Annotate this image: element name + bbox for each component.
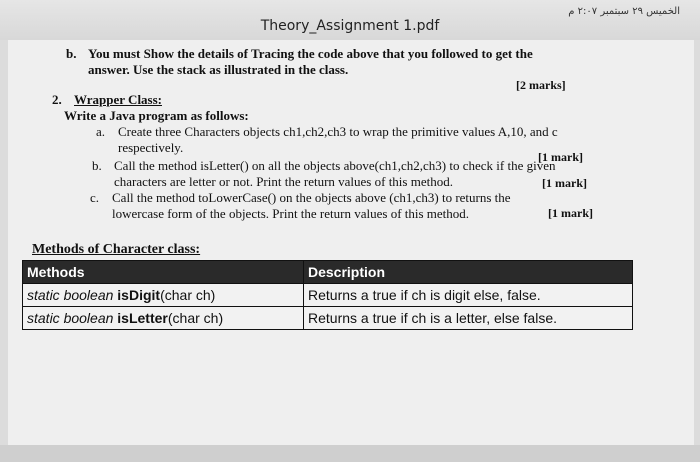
q2-intro: Write a Java program as follows: — [64, 108, 249, 123]
method-params: (char ch) — [167, 310, 224, 326]
item-b2-line2: characters are letter or not. Print the return values of this method. — [114, 174, 453, 189]
item-b-line2: answer. Use the stack as illustrated in the class. — [88, 62, 349, 77]
item-c-line1: Call the method toLowerCase() on the objects above (ch1,ch3) to returns the — [112, 190, 511, 205]
item-c-marks: [1 mark] — [548, 206, 593, 220]
document-title: Theory_Assignment 1.pdf — [260, 18, 440, 34]
item-a-line2: respectively. — [118, 140, 184, 155]
q2-title: Wrapper Class: — [74, 92, 162, 107]
item-b2-line1: Call the method isLetter() on all the objects above(ch1,ch2,ch3) to check if the given — [114, 158, 556, 173]
methods-heading: Methods of Character class: — [32, 242, 201, 257]
item-c-line2: lowercase form of the objects. Print the return values of this method. — [112, 206, 470, 221]
method-prefix: static boolean — [27, 287, 118, 303]
status-bar-text: الخميس ٢٩ سبتمبر ٢:٠٧ م — [568, 6, 680, 17]
table-row — [23, 307, 633, 330]
pdf-page — [8, 40, 694, 445]
item-a-label: a. — [96, 124, 106, 139]
method-cell — [23, 284, 304, 307]
table-header-row — [23, 261, 633, 284]
table-row — [23, 284, 633, 307]
method-prefix: static boolean — [27, 310, 118, 326]
item-b-marks: [2 marks] — [516, 78, 566, 92]
item-b-line1: You must Show the details of Tracing the code above that you followed to get the — [88, 46, 533, 61]
method-cell — [23, 307, 304, 330]
description-cell: Returns a true if ch is a letter, else false. — [304, 307, 633, 330]
item-a-marks: [1 mark] — [538, 150, 583, 164]
item-c-label: c. — [90, 190, 100, 205]
page-footer-shadow — [0, 445, 700, 462]
method-name: isLetter — [117, 310, 168, 326]
item-a-line1: Create three Characters objects ch1,ch2,ch3 to wrap the primitive values A,10, and c — [118, 124, 558, 139]
col-header-methods: Methods — [23, 261, 304, 284]
col-header-description: Description — [304, 261, 633, 284]
description-cell: Returns a true if ch is digit else, false. — [304, 284, 633, 307]
item-b-label: b. — [66, 46, 77, 61]
methods-table — [22, 260, 633, 330]
method-params: (char ch) — [160, 287, 216, 303]
method-name: isDigit — [117, 287, 161, 303]
item-b2-label: b. — [92, 158, 102, 173]
q2-number: 2. — [52, 92, 62, 107]
item-b2-marks: [1 mark] — [542, 176, 587, 190]
